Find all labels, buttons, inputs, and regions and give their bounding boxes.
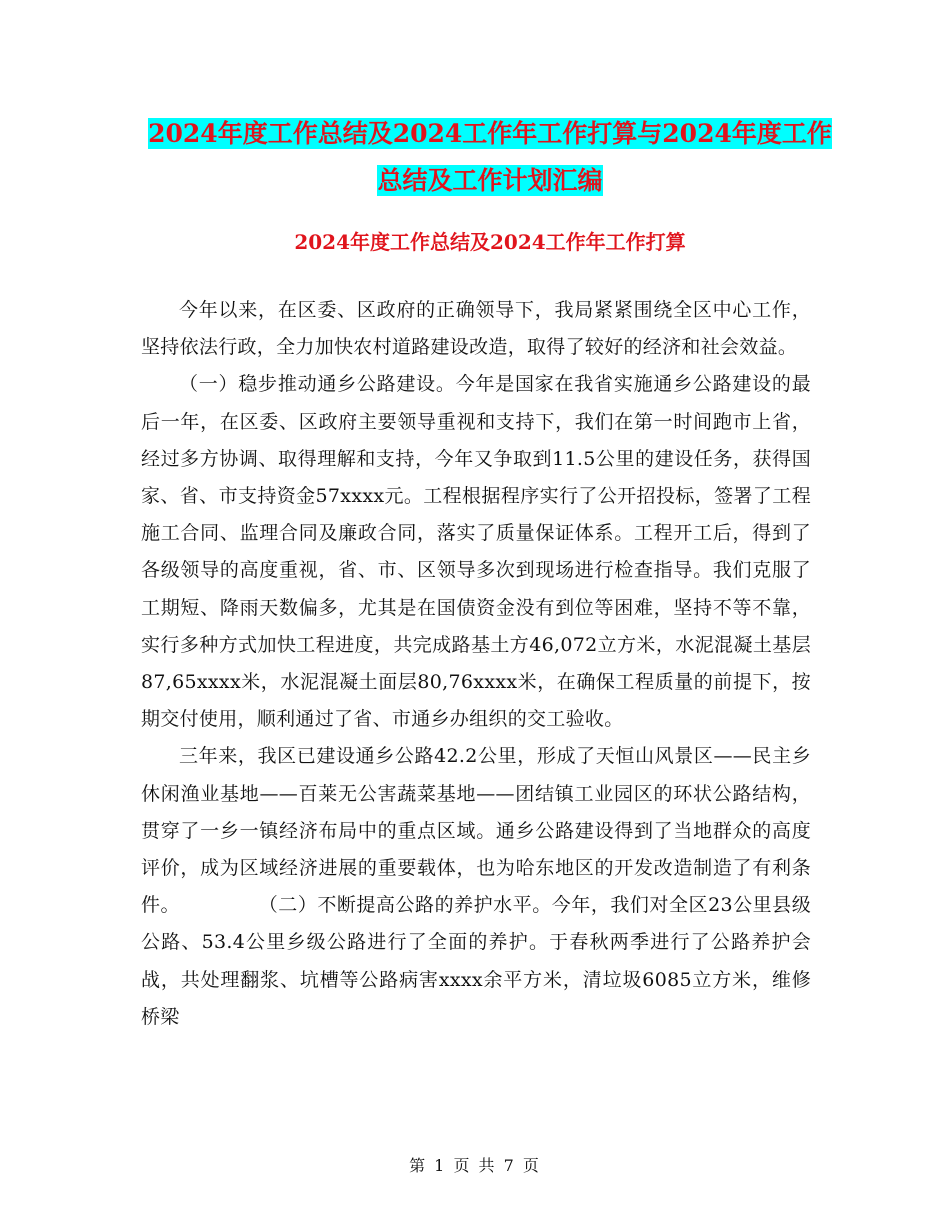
paragraph-intro: 今年以来，在区委、区政府的正确领导下，我局紧紧围绕全区中心工作，坚持依法行政，全力加快农村道路建设改造，取得了较好的经济和社会效益。 [141, 299, 811, 359]
document-main-title [140, 110, 840, 204]
paragraph-three-years: 三年来，我区已建设通乡公路42.2公里，形成了天恒山风景区——民主乡休闲渔业基地——百莱无公害蔬菜基地——团结镇工业园区的环状公路结构，贯穿了一乡一镇经济布局中的重点区域。通乡公路建设得到了当地群众的高度评价，成为区域经济进展的重要载体，也为哈东地区的开发改造制造了有利条件。 （二）不断提高公路的养护水平。今年，我们对全区23公里县级公路、53.4公里乡级公路进行了全面的养护。于春秋两季进行了公路养护会战，共处理翻浆、坑槽等公路病害xxxx余平方米，清垃圾6085立方米，维修桥梁 [141, 745, 811, 1028]
main-title-highlight: 2024年度工作总结及2024工作年工作打算与2024年度工作总结及工作计划汇编 [148, 119, 832, 195]
page-footer: 第 1 页 共 7 页 [409, 1156, 541, 1175]
section-title: 2024年度工作总结及2024工作年工作打算 [294, 230, 686, 254]
document-body [141, 292, 811, 1036]
paragraph-road-construction: （一）稳步推动通乡公路建设。今年是国家在我省实施通乡公路建设的最后一年，在区委、区政府主要领导重视和支持下，我们在第一时间跑市上省，经过多方协调、取得理解和支持，今年又争取到11.5公里的建设任务，获得国家、省、市支持资金57xxxx元。工程根据程序实行了公开招投标，签署了工程施工合同、监理合同及廉政合同，落实了质量保证体系。工程开工后，得到了各级领导的高度重视，省、市、区领导多次到现场进行检查指导。我们克服了工期短、降雨天数偏多，尤其是在国债资金没有到位等困难，坚持不等不靠，实行多种方式加快工程进度，共完成路基土方46,072立方米，水泥混凝土基层87,65xxxx米，水泥混凝土面层80,76xxxx米，在确保工程质量的前提下，按期交付使用，顺利通过了省、市通乡办组织的交工验收。 [141, 373, 811, 731]
